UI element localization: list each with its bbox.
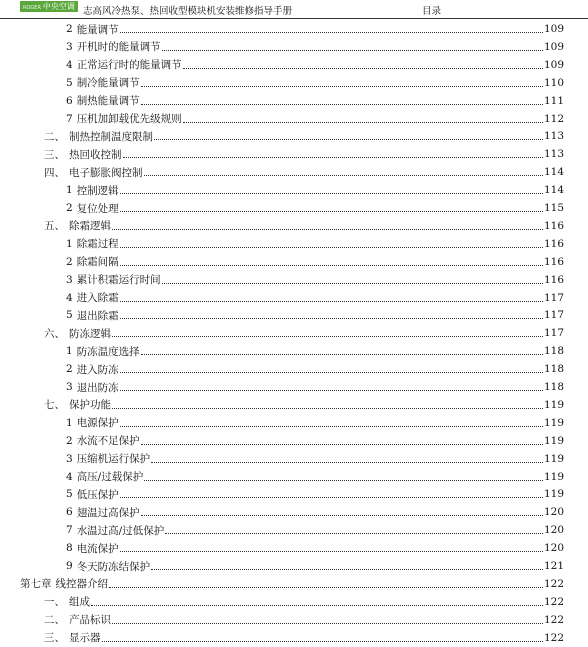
toc-page-number: 111: [543, 94, 564, 107]
dot-leader: [120, 211, 543, 212]
toc-entry[interactable]: [0, 92, 588, 110]
toc-entry[interactable]: [0, 593, 588, 611]
toc-entry[interactable]: [0, 289, 588, 307]
toc-entry-line: [44, 611, 564, 629]
toc-entry-number: 4: [66, 470, 73, 483]
toc-entry-title: 高压/过载保护: [76, 471, 144, 483]
toc-entry-line: [44, 396, 564, 414]
dot-leader: [120, 193, 543, 194]
toc-entry-title: 组成: [69, 596, 90, 609]
page-header: [0, 0, 588, 19]
dot-leader: [112, 336, 543, 337]
toc-entry-number: 6: [66, 94, 73, 107]
toc-entry-number: 第七章: [20, 578, 52, 591]
toc-entry-title: 水流不足保护: [76, 435, 140, 448]
toc-entry-number: 5: [66, 309, 73, 322]
toc-page-number: 117: [543, 327, 564, 340]
dot-leader: [183, 122, 543, 123]
toc-entry-title: 防冻逻辑: [69, 327, 111, 340]
toc-page-number: 121: [543, 560, 564, 572]
toc-entry-title: 压缩机运行保护: [76, 453, 151, 466]
toc-entry-number: 1: [66, 184, 73, 197]
toc-entry-line: [66, 360, 564, 378]
toc-entry-line: [44, 127, 564, 145]
toc-entry-title: 冬天防冻结保护: [76, 560, 151, 573]
brand-logo: [20, 1, 78, 12]
toc-entry-line: [66, 235, 564, 253]
toc-entry[interactable]: [0, 468, 588, 486]
toc-entry-line: [66, 253, 564, 271]
dot-leader: [141, 104, 543, 105]
dot-leader: [120, 551, 543, 552]
dot-leader: [120, 301, 543, 302]
toc-page-number: 112: [543, 112, 564, 125]
toc-page-number: 119: [543, 470, 564, 483]
toc-page-number: 114: [543, 184, 564, 197]
dot-leader: [141, 515, 543, 516]
toc-entry-number: 2: [66, 255, 73, 268]
dot-leader: [102, 641, 543, 642]
toc-page-number: 114: [543, 166, 564, 179]
toc-page-number: 119: [543, 452, 564, 465]
toc-entry[interactable]: [0, 378, 588, 396]
toc-entry[interactable]: [0, 450, 588, 468]
toc-entry-number: 一、: [44, 596, 65, 609]
toc-entry[interactable]: [0, 342, 588, 360]
toc-entry-number: 七、: [44, 399, 65, 412]
toc-entry-line: [66, 271, 564, 289]
section-label: 目录: [422, 6, 442, 17]
toc-entry-number: 3: [66, 452, 73, 465]
toc-entry-line: [44, 217, 564, 235]
toc-entry-number: 2: [66, 363, 73, 376]
toc-entry-title: 除霜逻辑: [69, 220, 111, 233]
toc-entry-line: [66, 181, 564, 199]
toc-entry-number: 3: [66, 40, 73, 53]
toc-entry[interactable]: [0, 181, 588, 199]
toc-entry-number: 二、: [44, 130, 65, 143]
toc-page-number: 113: [543, 130, 564, 143]
toc-entry-number: 7: [66, 112, 73, 125]
toc-entry-title: 复位处理: [76, 202, 119, 215]
dot-leader: [141, 354, 543, 355]
toc-page-number: 122: [543, 577, 564, 590]
dot-leader: [120, 372, 543, 373]
toc-entry-title: 防冻温度选择: [76, 345, 140, 358]
toc-entry-line: [66, 199, 564, 217]
toc-entry-title: 制冷能量调节: [76, 77, 140, 90]
dot-leader: [91, 605, 543, 606]
toc-page-number: 109: [543, 40, 564, 53]
dot-leader: [120, 265, 543, 266]
toc-page-number: 109: [543, 58, 564, 71]
toc-page-number: 118: [543, 363, 564, 376]
toc-entry-title: 电流保护: [76, 542, 119, 555]
toc-entry[interactable]: [0, 145, 588, 163]
document-title: 志高风冷热泵、热回收型模块机安装维修指导手册: [83, 6, 293, 17]
dot-leader: [120, 426, 543, 427]
toc-page-number: 122: [543, 631, 564, 644]
toc-page-number: 116: [543, 237, 564, 250]
toc-entry[interactable]: [0, 575, 588, 593]
toc-entry-line: [66, 539, 564, 557]
dot-leader: [151, 462, 543, 463]
toc-entry-number: 3: [66, 273, 73, 286]
toc-entry-number: 5: [66, 76, 73, 89]
toc-entry-line: [66, 432, 564, 450]
toc-entry-title: 除霜过程: [76, 238, 119, 251]
toc-entry-number: 1: [66, 345, 73, 358]
toc-entry-line: [66, 414, 564, 432]
toc-page-number: 122: [543, 613, 564, 626]
dot-leader: [120, 497, 543, 498]
toc-entry-number: 二、: [44, 614, 65, 627]
toc-entry-number: 2: [66, 202, 73, 214]
toc-entry-title: 正常运行时的能量调节: [76, 59, 182, 72]
toc-entry-title: 退出除霜: [76, 309, 119, 322]
toc-entry-number: 9: [66, 560, 73, 572]
toc-entry[interactable]: [0, 360, 588, 378]
dot-leader: [144, 175, 543, 176]
dot-leader: [141, 444, 543, 445]
toc-page-number: 116: [543, 255, 564, 268]
toc-entry-line: [44, 163, 564, 181]
toc-entry-number: 1: [66, 237, 73, 250]
dot-leader: [183, 68, 543, 69]
toc-entry[interactable]: [0, 199, 588, 217]
toc-entry[interactable]: [0, 324, 588, 342]
toc-entry-line: [66, 450, 564, 468]
toc-entry-line: [66, 38, 564, 56]
toc-entry-title: 控制逻辑: [76, 184, 119, 197]
toc-entry[interactable]: [0, 485, 588, 503]
toc-page-number: 117: [543, 309, 564, 322]
dot-leader: [109, 587, 543, 588]
toc-page-number: 120: [543, 524, 564, 537]
toc-entry-number: 三、: [44, 148, 65, 161]
toc-entry[interactable]: [0, 557, 588, 575]
toc-entry[interactable]: [0, 38, 588, 56]
toc-page-number: 113: [543, 148, 564, 161]
toc-entry[interactable]: [0, 306, 588, 324]
toc-entry[interactable]: [0, 74, 588, 92]
logo-small-text: ROGER: [23, 5, 41, 11]
toc-entry[interactable]: [0, 56, 588, 74]
toc-page-number: 120: [543, 542, 564, 555]
toc-entry-title: 能量调节: [76, 23, 119, 36]
toc-entry-line: [44, 324, 564, 342]
logo-text: 中央空调: [42, 2, 75, 11]
dot-leader: [144, 480, 543, 481]
dot-leader: [112, 623, 543, 624]
toc-entry[interactable]: [0, 271, 588, 289]
toc-page-number: 120: [543, 506, 564, 519]
toc-entry-title: 低压保护: [76, 488, 119, 501]
toc-page-number: 118: [543, 345, 564, 358]
toc-entry-number: 8: [66, 542, 73, 555]
toc-entry-number: 四、: [44, 166, 65, 179]
dot-leader: [120, 318, 543, 319]
toc-page-number: 119: [543, 434, 564, 447]
toc-entry[interactable]: [0, 414, 588, 432]
toc-entry-line: [66, 378, 564, 396]
toc-entry[interactable]: [0, 521, 588, 539]
dot-leader: [151, 569, 543, 570]
toc-entry-line: [66, 306, 564, 324]
dot-leader: [120, 247, 543, 248]
dot-leader: [141, 86, 543, 87]
toc-page-number: 118: [543, 381, 564, 393]
toc-page-number: 119: [543, 398, 564, 411]
toc-page-number: 117: [543, 291, 564, 304]
toc-entry-line: [66, 485, 564, 503]
toc-entry-line: [66, 92, 564, 110]
toc-entry-line: [44, 593, 564, 611]
toc-entry-number: 4: [66, 291, 73, 304]
toc-entry-line: [66, 74, 564, 92]
toc-entry-title: 进入防冻: [76, 363, 119, 376]
toc-entry-title: 水温过高/过低保护: [76, 524, 165, 537]
toc-entry-line: [66, 557, 564, 575]
toc-page-number: 110: [543, 76, 564, 89]
toc-page-number: 119: [543, 416, 564, 429]
toc-entry[interactable]: [0, 611, 588, 629]
toc-entry-title: 产品标识: [69, 614, 111, 627]
toc-entry-number: 4: [66, 58, 73, 71]
toc-entry-title: 制热能量调节: [76, 95, 140, 108]
dot-leader: [123, 157, 543, 158]
toc-entry-number: 2: [66, 434, 73, 447]
dot-leader: [120, 390, 543, 391]
toc-entry-number: 6: [66, 506, 73, 519]
dot-leader: [154, 139, 543, 140]
toc-entry[interactable]: [0, 235, 588, 253]
toc-page-number: 119: [543, 488, 564, 501]
toc-entry[interactable]: [0, 432, 588, 450]
toc-entry-number: 7: [66, 524, 73, 537]
toc-entry[interactable]: [0, 163, 588, 181]
toc-entry-title: 除霜间隔: [76, 256, 119, 269]
dot-leader: [112, 229, 543, 230]
toc-entry[interactable]: [0, 127, 588, 145]
dot-leader: [165, 533, 543, 534]
toc-entry[interactable]: [0, 539, 588, 557]
toc-entry-title: 累计积霜运行时间: [76, 274, 161, 287]
toc-entry-line: [66, 503, 564, 521]
toc-entry-line: [66, 56, 564, 74]
toc-entry-line: [44, 145, 564, 163]
toc-entry-line: [66, 468, 564, 486]
toc-page-number: 115: [543, 202, 564, 214]
toc-page-number: 109: [543, 23, 564, 35]
toc-entry-line: [66, 110, 564, 128]
toc-entry-title: 保护功能: [69, 399, 111, 412]
toc-entry[interactable]: [0, 503, 588, 521]
toc-entry-line: [44, 629, 564, 647]
toc-entry-title: 翅温过高保护: [76, 506, 140, 519]
toc-entry-title: 制热控制温度限制: [69, 130, 153, 143]
toc-entry-number: 三、: [44, 632, 65, 645]
toc-entry[interactable]: [0, 217, 588, 235]
toc-entry-title: 开机时的能量调节: [76, 41, 161, 54]
toc-entry-title: 压机加卸载优先级规则: [76, 113, 182, 125]
toc-entry-number: 六、: [44, 327, 65, 340]
toc-entry-title: 电子膨胀阀控制: [69, 166, 143, 179]
dot-leader: [162, 283, 543, 284]
dot-leader: [112, 408, 543, 409]
toc-entry-title: 电源保护: [76, 417, 119, 430]
toc-entry-number: 3: [66, 381, 73, 393]
toc-entry[interactable]: [0, 110, 588, 128]
toc-entry-title: 进入除霜: [76, 292, 119, 304]
toc-entry-title: 退出防冻: [76, 381, 119, 394]
toc-entry-line: [20, 575, 564, 593]
toc-entry-number: 5: [66, 488, 73, 501]
toc-entry-line: [66, 342, 564, 360]
dot-leader: [120, 32, 543, 33]
toc-entry-number: 五、: [44, 220, 65, 233]
toc-entry-line: [66, 289, 564, 307]
toc-page-number: 116: [543, 273, 564, 286]
toc-entry-title: 显示器: [69, 632, 101, 645]
toc-entry-title: 热回收控制: [69, 148, 122, 161]
toc-entry[interactable]: [0, 396, 588, 414]
toc-page-number: 122: [543, 595, 564, 608]
toc-page-number: 116: [543, 219, 564, 232]
toc-entry-line: [66, 521, 564, 539]
toc-entry-number: 2: [66, 23, 73, 35]
dot-leader: [162, 50, 543, 51]
toc-entry[interactable]: [0, 629, 588, 647]
toc-entry[interactable]: [0, 20, 588, 38]
toc-entry-title: 线控器介绍: [55, 578, 108, 591]
toc-entry-number: 1: [66, 416, 73, 429]
toc-entry[interactable]: [0, 253, 588, 271]
toc-entry-line: [66, 20, 564, 38]
